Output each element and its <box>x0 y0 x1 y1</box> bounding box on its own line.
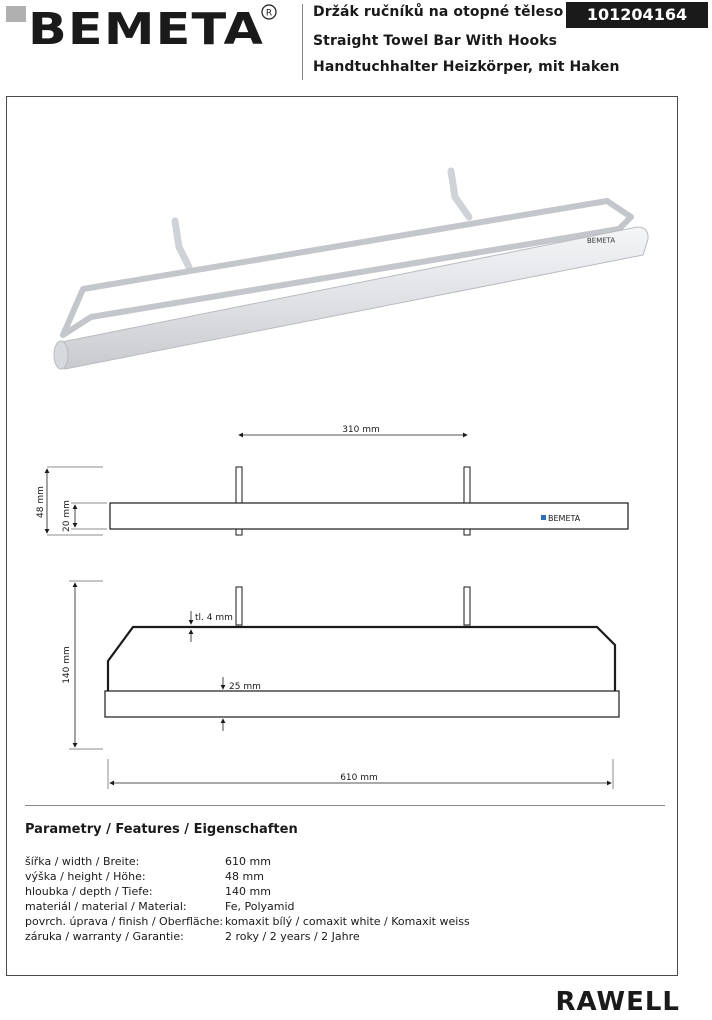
bar-logo-front: BEMETA <box>548 514 581 523</box>
front-view <box>36 425 628 535</box>
feature-value: komaxit bílý / comaxit white / Komaxit weiss <box>225 915 470 928</box>
feature-row-material <box>25 899 665 914</box>
dim-bar-offset: 25 mm <box>229 682 261 692</box>
technical-sheet-frame <box>6 96 678 976</box>
dim-height: 48 mm <box>36 486 46 518</box>
feature-label: materiál / material / Material: <box>25 900 187 913</box>
feature-value: 140 mm <box>225 885 271 898</box>
title-cz: Držák ručníků na otopné těleso <box>313 4 564 20</box>
product-image <box>54 171 648 369</box>
feature-value: Fe, Polyamid <box>225 900 295 913</box>
top-view <box>62 581 619 789</box>
product-code-badge: 101204164 <box>566 2 708 28</box>
feature-value: 2 roky / 2 years / 2 Jahre <box>225 930 360 943</box>
feature-row-warranty <box>25 929 665 944</box>
header-divider <box>302 4 303 80</box>
title-de: Handtuchhalter Heizkörper, mit Haken <box>313 59 620 75</box>
feature-label: výška / height / Höhe: <box>25 870 146 883</box>
svg-text:R: R <box>265 8 273 19</box>
feature-value: 610 mm <box>225 855 271 868</box>
feature-label: záruka / warranty / Garantie: <box>25 930 184 943</box>
feature-label: hloubka / depth / Tiefe: <box>25 885 153 898</box>
feature-row-width <box>25 854 665 869</box>
series-name: RAWELL <box>555 987 680 1017</box>
title-en: Straight Towel Bar With Hooks <box>313 33 558 49</box>
dim-thickness: tl. 4 mm <box>195 613 233 623</box>
dim-width: 610 mm <box>340 773 378 783</box>
dim-hook-spacing: 310 mm <box>342 425 380 435</box>
logo-square <box>6 6 26 22</box>
feature-label: šířka / width / Breite: <box>25 855 140 868</box>
feature-label: povrch. úprava / finish / Oberfläche: <box>25 915 224 928</box>
logo-wordmark: BEMETA <box>28 4 264 55</box>
bar-logo-photo: BEMETA <box>586 236 616 245</box>
section-divider <box>25 805 665 806</box>
dim-depth: 140 mm <box>62 646 72 684</box>
feature-row-finish <box>25 914 665 929</box>
feature-value: 48 mm <box>225 870 264 883</box>
dim-bar-height: 20 mm <box>62 500 72 532</box>
technical-drawing <box>7 97 677 797</box>
feature-row-height <box>25 869 665 884</box>
bemeta-logo <box>6 0 292 58</box>
features-title: Parametry / Features / Eigenschaften <box>25 822 298 837</box>
header <box>0 0 712 90</box>
features-table <box>25 854 665 944</box>
feature-row-depth <box>25 884 665 899</box>
